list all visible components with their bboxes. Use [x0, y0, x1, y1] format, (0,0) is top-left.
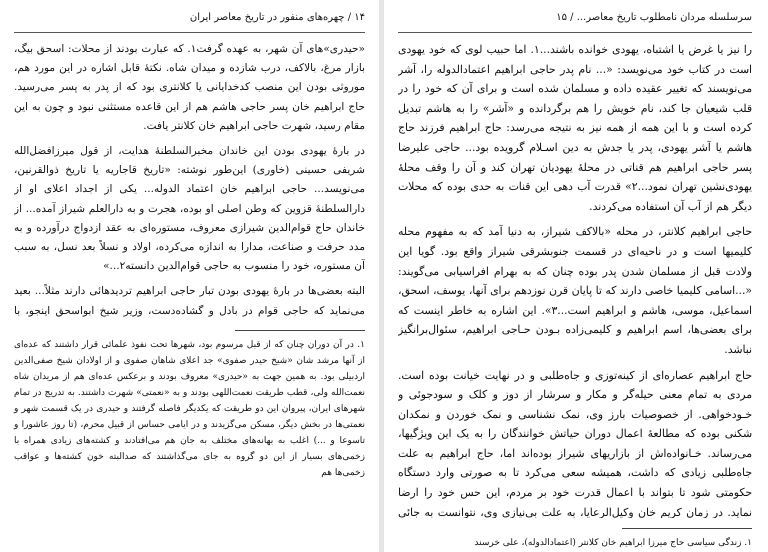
- footnote: ۱. زندگی سیاسی حاج میرزا ابراهیم خان کلانتر (اعتمادالدوله)، علی خرسند: [474, 538, 752, 548]
- footnote-divider: [622, 528, 752, 529]
- paragraph: حاج ابراهیم عصاره‌ای از کینه‌توزی و جاه‌طلبی و در نهایت خیانت بوده است. مردی به تمام معنی حیله‌گر و مکار و سرشار از دوز و کلک و سودجوئی و خـودخواهی. از خصوصیات بارز وی، نمک نشناسی و نمک خوردن و نمکدان شکنی بوده که مطالعهٔ اعمال دوران حیاتش خوانندگان را به یک این ویژگیها، می‌رساند. خـانواده‌اش از بازاریهای شیراز بوده‌اند اما، حاج ابراهیم به علت جاه‌طلبی زیادی که داشت، همیشه سعی می‌کرد تا به صورتی وارد دستگاه حکومتی شود تا بتواند با اعمال قدرت خود بر مردم، این حس خود را ارضا نماید. در زمان کریم خان وکیل‌الرعایا، به علت بی‌نیازی وی، نتوانست به جائی: [398, 368, 752, 518]
- left-page: [0, 0, 379, 552]
- right-page: [384, 0, 768, 552]
- paragraph: البته بعضی‌ها در بارهٔ یهودی بودن تبار حاجی ابراهیم تردیدهائی دارند مثلاً... بعید می‌نماید که حاجی قوام در بادل و گشاده‌دست، وزیر شیخ ابواسحق اینجو، با: [14, 285, 365, 317]
- footnote: ۱. در آن دوران چنان که از قبل مرسوم بود، شهرها تحت نفوذ علمائی قرار داشتند که عده‌ای از آنها مرشد شان «شیخ حیدر صفوی» جد اعلای شاهان صفوی و از اولادان شیخ صفی‌الدین اردبیلی بود. به همین جهت به «حیدری» معروف بودند و برعکس عده‌ای هم از مریدان شاه نعمت‌الله ولی، قطب طریقت نعمت‌اللهی بودند و به «نعمتی» شهرت داشتند. به تدریج در تمام شهرهای ایران، پیروان این دو طریقت که یکدیگر فاصله گرفتند و حیدری در یک قسمت شهر و نعمتی‌ها در بخش دیگر، مسکن می‌گزیدند و در ایامی حساس از قبیل محرم، (تا روز عاشورا و تاسوعا و ...) اغلب به بهانه‌های مختلف به جان هم می‌افتادند و کشته‌های زیادی همراه با زخمی‌های بسیار از این دو گروه به جای می‌گذاشتند که صدالبته خون کشته‌ها و عواقب زخمی‌ها هم: [14, 340, 365, 478]
- main-text: [398, 40, 752, 518]
- paragraph: حاجی ابراهیم کلانتر، در محله «بالاکف شیراز، به دنیا آمد که به مفهوم محله کلیمیها است و در ناحیه‌ای در قسمت جنوبشرقی شیراز واقع بود. گویا این ولادت قبل از مسلمان شدن پدر بوده چنان که به بهرام افراسیابی می‌گویند: «...اسامی کلیمیا خاصی دارند که تا پایان قرن نوزدهم برای آنها، یوسف، اسحق، اسماعیل، موسی، هاشم و ابراهیم است...۳». این اشاره به خاطر اینست که برای بعضی‌ها، اسم ابراهیم و کلیمی‌زاده بـودن حـاجی ابراهیم، سئوال‌برانگیز نباشد.: [398, 225, 752, 356]
- paragraph: «حیدری»های آن شهر، به عهده گرفت‌۱. که عبارت بودند از محلات: اسحق بیگ، بازار مرغ، بالاکف، درب شازده و میدان شاه. نکتهٔ قابل اشاره در این مورد هم، موروثی بودن این منصب کدخدایانی یا کلانتری بود که از پدر به پسر می‌رسید. حاج ابراهیم خان پسر حاجی هاشم هم از این قاعده مستثنی نبود و چون به این مقام رسید، شهرت حاجی ابراهیم خان کلانتر یافت.: [14, 43, 365, 132]
- paragraph: در بارهٔ یهودی بودن این خاندان مخبرالسلطنهٔ هدایت، از قول میرزافضل‌الله شریفی حسینی (خاوری) این‌طور نوشته: «تاریخ قاجاریه یا تاریخ ذوالقرنین، می‌نویسد... حاجی ابراهیم خان اعتماد الدوله... یکی از اجداد اعلای او از دارالسلطنهٔ قزوین که وطن اصلی او بوده، هجرت و به دارالعلم شیراز آمده... از خاندان حاج قوام‌الدین شیرازی معروف، مستوره‌ای به عقد ازدواج درآورده و به مدد حرفت و صناعت، مدارا به اندازه می‌کرده، اولاد و نسلاً بعد نسل، به سبب آن مستوره، خود را منسوب به حاجی قوام‌الدین دانسته۲...»: [14, 145, 365, 273]
- page-header: سرسلسله مردان نامطلوب تاریخ معاصر... / ۱۵: [398, 10, 752, 33]
- main-text: [14, 40, 365, 320]
- footnote-divider: [235, 330, 365, 331]
- page-header: ۱۴ / چهره‌های منفور در تاریخ معاصر ایران: [14, 10, 365, 33]
- paragraph: را نیز یا غرض یا اشتباه، یهودی خوانده باشند...۱. اما حبیب لوی که خود یهودی است در کتاب خود می‌نویسد: «... نام پدر حاجی ابراهیم اعتمادالدوله را، آشر می‌نویسند که تغییر عقیده داده و مسلمان شده است و برای آن که خود را در قلب شیعیان جا کند، نام خویش را هم برگردانده و «آشر» را به هاشم تبدیل کرده است و با این همه از همه نیز به نتیجه می‌رسد: حاج ابراهیم فرزند حاج هاشم یا آشر یهودی، پدر یا جدش به دین اسـلام گرویده بود... حاجی علیرضا پسر حاجی ابراهیم هم قناتی در محلهٔ یهودیان تهران کند و آن را وقف محلهٔ یهودی‌نشین تهران نمود...۲» قدرت آب دهی این قنات به حدی بوده که محلات دیگر هم از آب آن استفاده می‌کردند.: [398, 43, 752, 213]
